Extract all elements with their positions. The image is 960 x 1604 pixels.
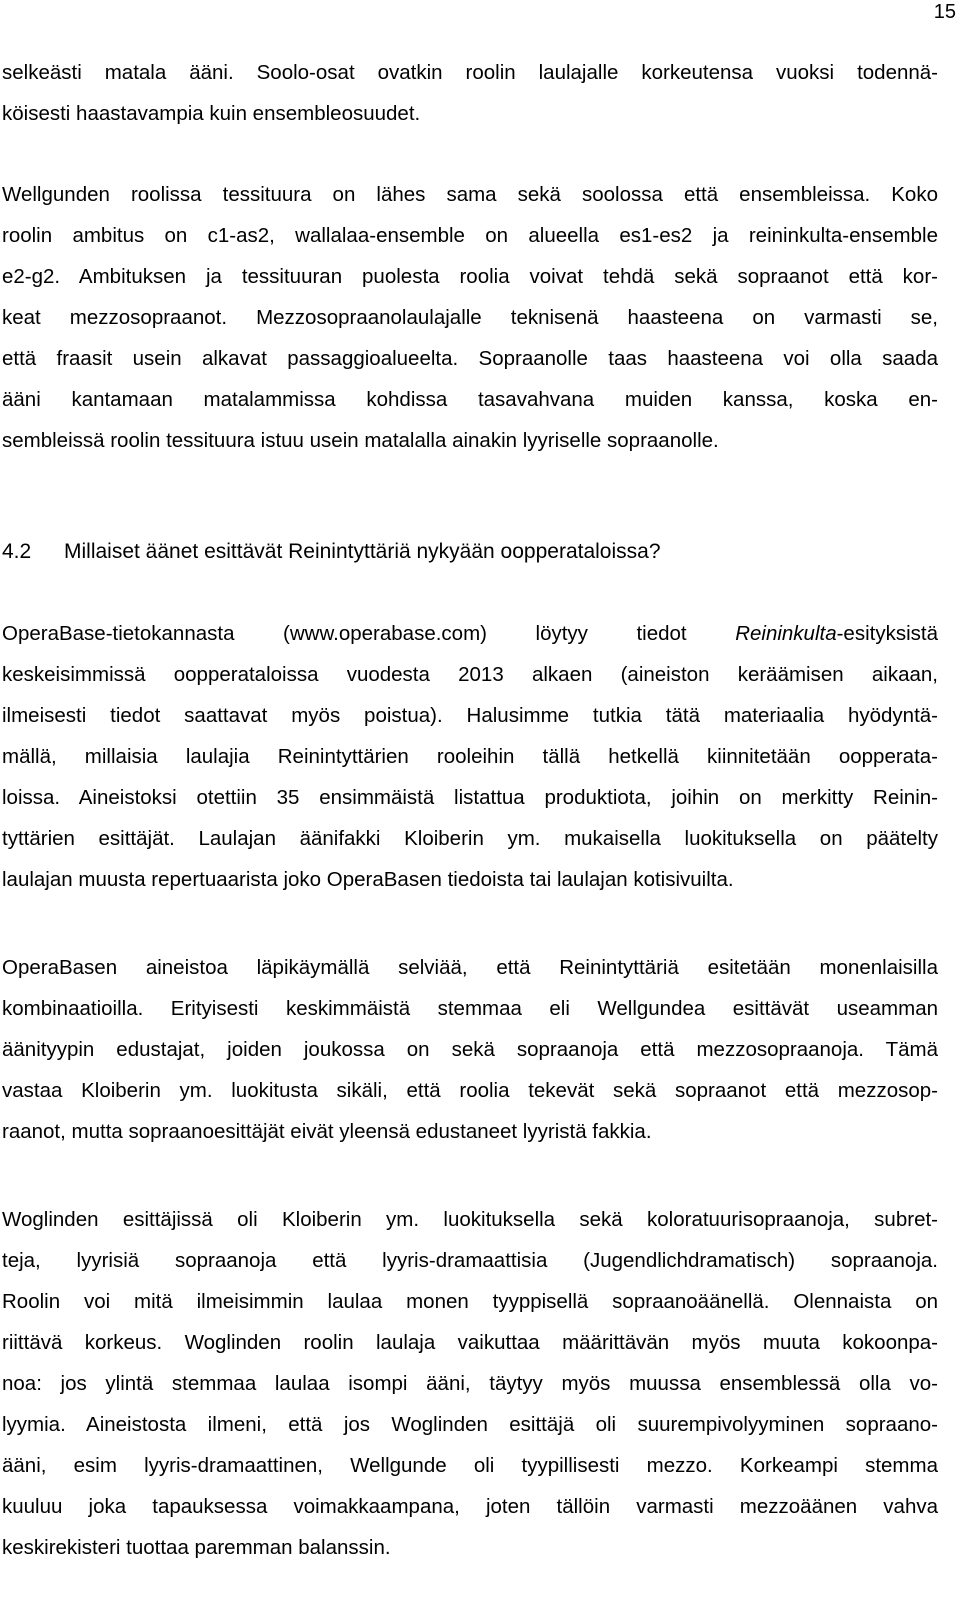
text-line: e2-g2. Ambituksen ja tessituuran puolesta roolia voivat tehdä sekä sopraanot että kor-: [2, 265, 938, 288]
text-line: Woglinden esittäjissä oli Kloiberin ym. luokituksella sekä koloratuurisopraanoja, subret-: [2, 1208, 938, 1231]
work-title-italic: Reininkulta: [735, 622, 837, 645]
text-line: keskeisimmissä oopperataloissa vuodesta 2013 alkaen (aineiston keräämisen aikaan,: [2, 663, 938, 686]
text-line: äänityypin edustajat, joiden joukossa on sekä sopraanoja että mezzosopraanoja. Tämä: [2, 1038, 938, 1061]
text-line: ääni kantamaan matalammissa kohdissa tasavahvana muiden kanssa, koska en-: [2, 388, 938, 411]
text-line: OperaBasen aineistoa läpikäymällä selviää, että Reinintyttäriä esitetään monenlaisilla: [2, 956, 938, 979]
text-line: keskirekisteri tuottaa paremman balanssin.: [2, 1536, 391, 1559]
text-line: tyttärien esittäjät. Laulajan äänifakki Kloiberin ym. mukaisella luokituksella on päätelty: [2, 827, 938, 850]
text-line: köisesti haastavampia kuin ensembleosuudet.: [2, 102, 421, 125]
text-line: kuuluu joka tapauksessa voimakkaampana, joten tällöin varmasti mezzoäänen vahva: [2, 1495, 938, 1518]
text-run: -esityksistä: [836, 622, 938, 645]
text-line: kombinaatioilla. Erityisesti keskimmäistä stemmaa eli Wellgundea esittävät useamman: [2, 997, 938, 1020]
paragraph-2: [2, 174, 938, 461]
text-line: lyymia. Aineistosta ilmeni, että jos Woglinden esittäjä oli suurempivolyyminen sopraano-: [2, 1413, 938, 1436]
section-number: 4.2: [2, 540, 32, 563]
text-line: noa: jos ylintä stemmaa laulaa isompi ääni, täytyy myös muussa ensemblessä olla vo-: [2, 1372, 938, 1395]
text-run: OperaBase-tietokannasta (www.operabase.com) löytyy tiedot: [2, 622, 736, 645]
paragraph-3: [2, 613, 938, 900]
section-title: Millaiset äänet esittävät Reinintyttäriä nykyään oopperataloissa?: [64, 540, 661, 563]
text-line: loissa. Aineistoksi otettiin 35 ensimmäistä listattua produktiota, joihin on merkitty Reinin-: [2, 786, 938, 809]
text-line: roolin ambitus on c1-as2, wallalaa-ensemble on alueella es1-es2 ja reininkulta-ensemble: [2, 224, 938, 247]
section-heading: [2, 532, 661, 572]
paragraph-4: [2, 947, 938, 1152]
text-line: selkeästi matala ääni. Soolo-osat ovatkin roolin laulajalle korkeutensa vuoksi todennä-: [2, 61, 938, 84]
text-line: mällä, millaisia laulajia Reinintyttärien rooleihin tällä hetkellä kiinnitetään oopperata-: [2, 745, 938, 768]
text-line: Roolin voi mitä ilmeisimmin laulaa monen tyyppisellä sopraanoäänellä. Olennaista on: [2, 1290, 938, 1313]
text-line: vastaa Kloiberin ym. luokitusta sikäli, että roolia tekevät sekä sopraanot että mezzosop-: [2, 1079, 938, 1102]
paragraph-5: [2, 1199, 938, 1568]
text-line: riittävä korkeus. Woglinden roolin laulaja vaikuttaa määrittävän myös muuta kokoonpa-: [2, 1331, 938, 1354]
text-line: että fraasit usein alkavat passaggioalueelta. Sopraanolle taas haasteena voi olla saada: [2, 347, 938, 370]
text-line: sembleissä roolin tessituura istuu usein matalalla ainakin lyyriselle sopraanolle.: [2, 429, 719, 452]
text-line: ilmeisesti tiedot saattavat myös poistua). Halusimme tutkia tätä materiaalia hyödyntä-: [2, 704, 938, 727]
text-line: teja, lyyrisiä sopraanoja että lyyris-dramaattisia (Jugendlichdramatisch) sopraanoja.: [2, 1249, 938, 1272]
text-line: raanot, mutta sopraanoesittäjät eivät yleensä edustaneet lyyristä fakkia.: [2, 1120, 652, 1143]
page-number: 15: [933, 1, 956, 23]
text-line: ääni, esim lyyris-dramaattinen, Wellgunde oli tyypillisesti mezzo. Korkeampi stemma: [2, 1454, 938, 1477]
text-line: Wellgunden roolissa tessituura on lähes sama sekä soolossa että ensembleissa. Koko: [2, 183, 938, 206]
text-line: [2, 613, 938, 654]
text-line: laulajan muusta repertuaarista joko OperaBasen tiedoista tai laulajan kotisivuilta.: [2, 868, 734, 891]
paragraph-1: [2, 52, 938, 134]
text-line: keat mezzosopraanot. Mezzosopraanolaulajalle teknisenä haasteena on varmasti se,: [2, 306, 938, 329]
